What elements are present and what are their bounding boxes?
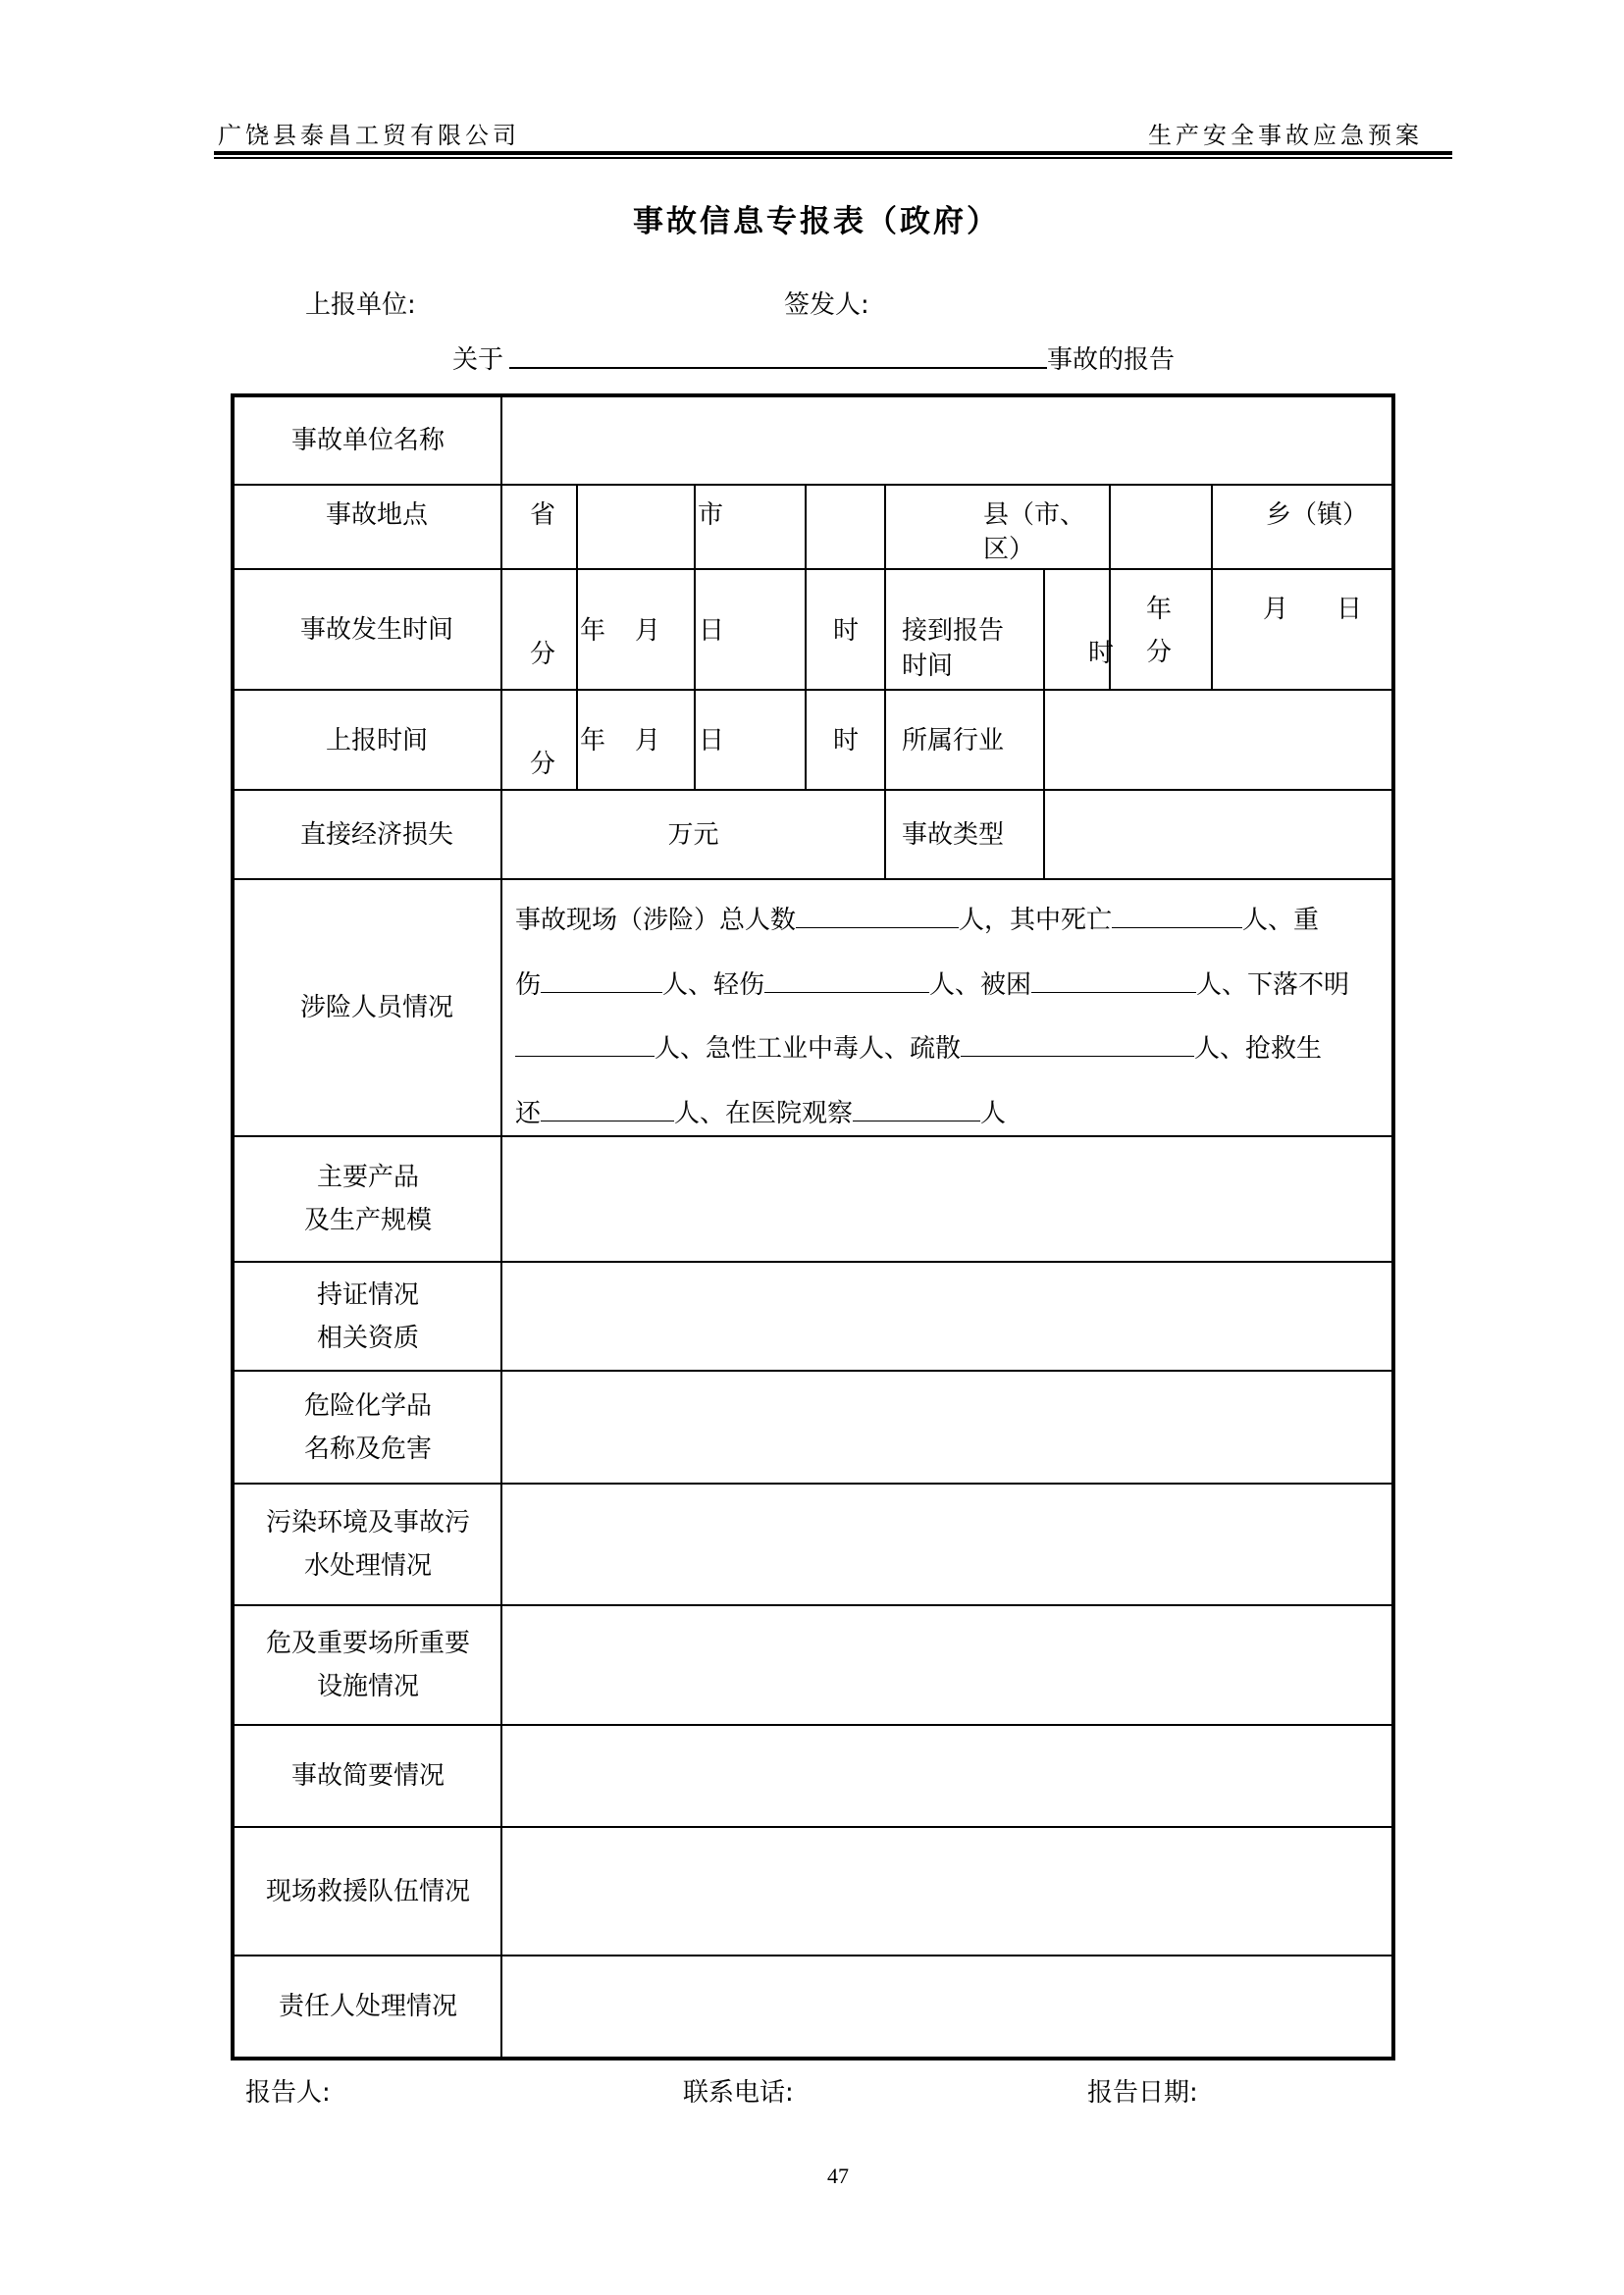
products-input[interactable] bbox=[502, 1137, 1391, 1261]
report-day: 日 bbox=[699, 726, 725, 756]
industry-input[interactable] bbox=[1045, 691, 1391, 789]
persons-text: 伤 bbox=[515, 970, 542, 1000]
label-text: 责任人处理情况 bbox=[278, 1992, 457, 2021]
label-facilities bbox=[235, 1605, 501, 1725]
report-year: 年 bbox=[580, 726, 606, 756]
label-line: 持证情况 bbox=[316, 1279, 419, 1310]
report-hour: 时 bbox=[833, 726, 860, 756]
city-input[interactable] bbox=[578, 486, 694, 568]
accident-type-input[interactable] bbox=[1045, 791, 1391, 878]
received-month: 月 bbox=[1263, 595, 1289, 624]
header-company: 广饶县泰昌工贸有限公司 bbox=[218, 122, 520, 149]
loss-unit: 万元 bbox=[667, 820, 719, 850]
persons-line-4 bbox=[515, 1093, 1006, 1129]
deaths-blank[interactable] bbox=[1112, 902, 1242, 928]
about-input-line[interactable] bbox=[509, 367, 1047, 369]
accident-type-label: 事故类型 bbox=[902, 820, 1005, 850]
unit-name-input[interactable] bbox=[502, 397, 1391, 484]
facilities-input[interactable] bbox=[502, 1606, 1391, 1724]
label-text: 事故单位名称 bbox=[290, 426, 445, 455]
persons-text: 人、抢救生 bbox=[1194, 1034, 1323, 1064]
label-line: 及生产规模 bbox=[303, 1206, 432, 1235]
received-day: 日 bbox=[1336, 595, 1363, 624]
label-certificates bbox=[235, 1262, 501, 1371]
occur-day: 日 bbox=[699, 616, 725, 646]
persons-text: 人，其中死亡 bbox=[959, 906, 1113, 935]
label-line: 设施情况 bbox=[316, 1672, 419, 1701]
received-label-line1: 接到报告 bbox=[902, 616, 1005, 646]
industry-label: 所属行业 bbox=[902, 726, 1005, 756]
label-line: 主要产品 bbox=[316, 1163, 419, 1192]
label-line: 名称及危害 bbox=[303, 1434, 432, 1464]
label-summary bbox=[235, 1725, 501, 1827]
form-title: 事故信息专报表（政府） bbox=[633, 204, 1000, 239]
received-minute: 分 bbox=[1146, 638, 1173, 667]
persons-text: 人 bbox=[980, 1099, 1007, 1128]
occur-month: 月 bbox=[635, 616, 661, 646]
city-unit: 市 bbox=[698, 500, 724, 530]
page-number: 47 bbox=[827, 2164, 849, 2188]
summary-input[interactable] bbox=[502, 1726, 1391, 1826]
received-year: 年 bbox=[1146, 595, 1173, 624]
pollution-input[interactable] bbox=[502, 1485, 1391, 1604]
received-label-line2: 时间 bbox=[902, 652, 954, 681]
persons-text: 人、在医院观察 bbox=[674, 1099, 854, 1128]
occur-minute: 分 bbox=[530, 640, 556, 669]
label-report-time: 上报时间 bbox=[325, 726, 428, 756]
town-unit: 乡（镇） bbox=[1266, 500, 1369, 530]
col-divider bbox=[694, 485, 696, 790]
label-line: 危险化学品 bbox=[303, 1390, 432, 1421]
header-doc-title: 生产安全事故应急预案 bbox=[1148, 122, 1423, 149]
col-divider bbox=[1211, 485, 1213, 690]
persons-text: 事故现场（涉险）总人数 bbox=[515, 906, 797, 935]
rescue-input[interactable] bbox=[502, 1828, 1391, 1955]
province-unit: 省 bbox=[530, 500, 556, 530]
label-occur-time: 事故发生时间 bbox=[299, 615, 453, 645]
serious-injuries-blank[interactable] bbox=[541, 966, 662, 993]
received-hour-cell bbox=[1045, 570, 1115, 689]
county-input[interactable] bbox=[807, 486, 884, 568]
certificates-input[interactable] bbox=[502, 1263, 1391, 1370]
label-persons: 涉险人员情况 bbox=[299, 993, 453, 1022]
report-date-label: 报告日期: bbox=[1087, 2078, 1198, 2108]
label-products bbox=[235, 1136, 501, 1262]
persons-line-2 bbox=[515, 965, 1349, 1001]
persons-text: 人、重 bbox=[1242, 906, 1320, 935]
town-input[interactable] bbox=[1111, 486, 1211, 568]
label-text: 现场救援队伍情况 bbox=[265, 1876, 470, 1906]
received-hour: 时 bbox=[1088, 639, 1115, 668]
total-persons-blank[interactable] bbox=[796, 902, 959, 928]
hospital-observation-blank[interactable] bbox=[853, 1095, 980, 1121]
label-loss: 直接经济损失 bbox=[299, 820, 453, 850]
label-location: 事故地点 bbox=[325, 500, 428, 530]
label-chemicals bbox=[235, 1371, 501, 1484]
chemicals-input[interactable] bbox=[502, 1372, 1391, 1483]
phone-label: 联系电话: bbox=[683, 2078, 794, 2108]
label-text: 事故简要情况 bbox=[290, 1761, 445, 1791]
row-divider bbox=[233, 878, 1393, 880]
label-responsible bbox=[235, 1956, 501, 2058]
label-pollution bbox=[235, 1484, 501, 1605]
header-rule-thin bbox=[214, 157, 1452, 159]
evacuated-blank[interactable] bbox=[961, 1030, 1194, 1057]
row-divider bbox=[233, 568, 1393, 570]
label-line: 水处理情况 bbox=[303, 1551, 432, 1581]
persons-text: 还 bbox=[515, 1099, 542, 1128]
label-line: 危及重要场所重要 bbox=[265, 1629, 470, 1658]
occur-year: 年 bbox=[580, 616, 606, 646]
responsible-input[interactable] bbox=[502, 1956, 1391, 2057]
minor-injuries-blank[interactable] bbox=[764, 966, 929, 993]
persons-line-3 bbox=[515, 1028, 1322, 1065]
label-unit-name bbox=[235, 397, 501, 484]
col-divider bbox=[884, 485, 886, 879]
persons-text: 人、被困 bbox=[929, 970, 1032, 1000]
label-rescue bbox=[235, 1827, 501, 1956]
reporter-label: 报告人: bbox=[245, 2078, 331, 2108]
label-line: 相关资质 bbox=[316, 1323, 419, 1353]
persons-text: 人、急性工业中毒人、疏散 bbox=[655, 1034, 962, 1064]
label-line: 污染环境及事故污 bbox=[265, 1508, 470, 1538]
rescued-blank[interactable] bbox=[541, 1095, 674, 1121]
persons-line-1 bbox=[515, 900, 1319, 936]
report-month: 月 bbox=[635, 726, 661, 756]
persons-text: 人、下落不明 bbox=[1196, 970, 1350, 1000]
persons-text: 人、轻伤 bbox=[662, 970, 765, 1000]
county-unit-line1: 县（市、 bbox=[983, 500, 1086, 530]
issuer-label: 签发人: bbox=[784, 290, 869, 320]
header-rule-thick bbox=[214, 151, 1452, 155]
reporting-unit-label: 上报单位: bbox=[305, 290, 416, 320]
about-prefix: 关于 bbox=[452, 345, 504, 375]
about-suffix: 事故的报告 bbox=[1047, 345, 1176, 375]
occur-hour: 时 bbox=[833, 616, 860, 646]
missing-blank[interactable] bbox=[515, 1030, 655, 1057]
county-unit-line2: 区） bbox=[983, 535, 1035, 564]
report-minute: 分 bbox=[530, 750, 556, 779]
trapped-blank[interactable] bbox=[1031, 966, 1196, 993]
